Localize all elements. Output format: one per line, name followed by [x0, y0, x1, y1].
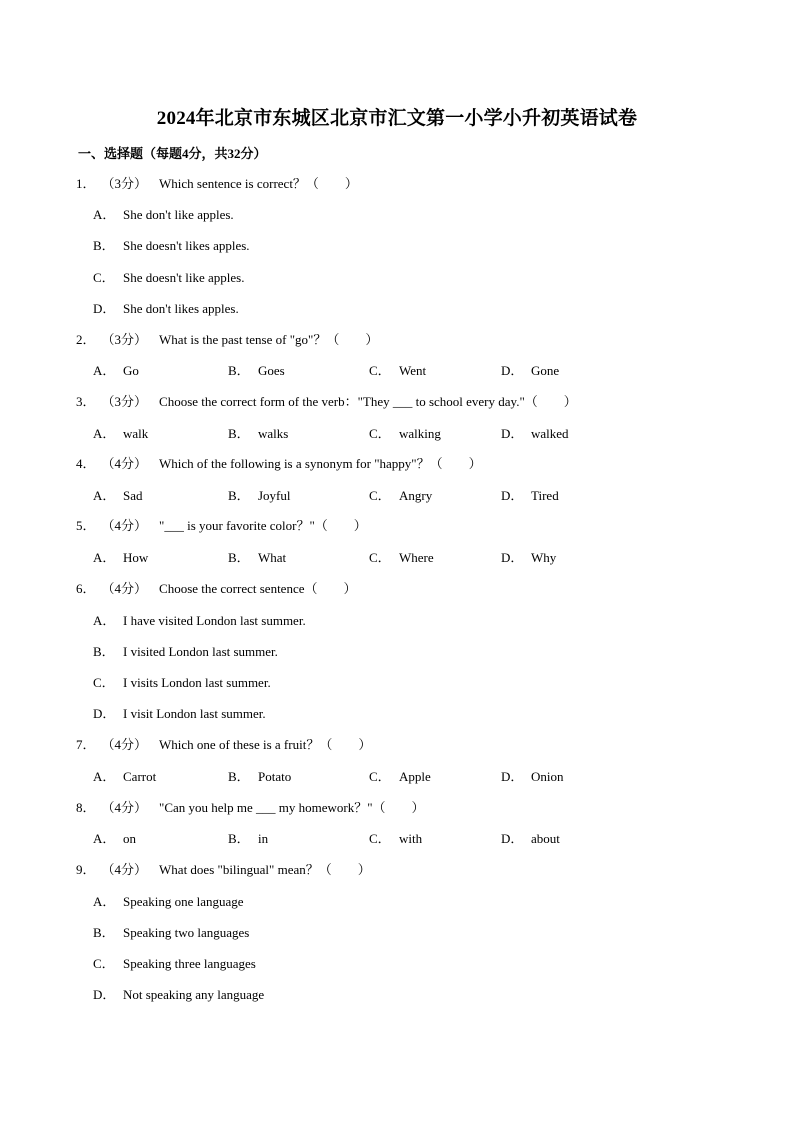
option-letter: C． — [369, 426, 391, 441]
option-letter: B． — [228, 550, 250, 565]
question-2 — [76, 332, 378, 348]
option-text: walks — [258, 426, 289, 441]
option-text: I visits London last summer. — [123, 675, 271, 690]
option-letter: A． — [93, 613, 116, 628]
question-score: （3分） — [101, 394, 148, 409]
option-letter: B． — [228, 831, 250, 846]
question-4 — [76, 456, 482, 472]
option-letter: C． — [369, 550, 391, 565]
option-text: walked — [531, 426, 569, 441]
option-c[interactable] — [369, 426, 441, 442]
question-score: （4分） — [101, 862, 148, 877]
option-text: Onion — [531, 769, 564, 784]
option-text: about — [531, 831, 560, 846]
option-text: Potato — [258, 769, 292, 784]
question-1 — [76, 176, 358, 192]
question-9 — [76, 862, 371, 878]
question-6 — [76, 581, 357, 597]
option-text: Goes — [258, 363, 285, 378]
option-b[interactable] — [228, 769, 291, 785]
option-a[interactable] — [93, 426, 148, 442]
option-letter: A． — [93, 363, 116, 378]
question-5 — [76, 518, 367, 534]
question-8 — [76, 800, 425, 816]
option-text: Tired — [531, 488, 559, 503]
option-letter: A． — [93, 894, 116, 909]
option-a[interactable] — [93, 894, 244, 910]
option-c[interactable] — [93, 270, 245, 286]
option-letter: D． — [501, 550, 524, 565]
option-d[interactable] — [93, 706, 266, 722]
option-text: on — [123, 831, 136, 846]
option-letter: C． — [93, 956, 115, 971]
option-letter: A． — [93, 488, 116, 503]
option-a[interactable] — [93, 769, 156, 785]
option-text: How — [123, 550, 149, 565]
option-d[interactable] — [501, 363, 559, 379]
option-a[interactable] — [93, 613, 306, 629]
option-letter: D． — [501, 769, 524, 784]
option-c[interactable] — [93, 956, 256, 972]
question-text: Which of the following is a synonym for "happy"？（ ） — [159, 456, 482, 471]
question-score: （4分） — [101, 581, 148, 596]
question-score: （3分） — [101, 176, 148, 191]
option-letter: B． — [228, 769, 250, 784]
option-c[interactable] — [369, 363, 426, 379]
option-letter: B． — [93, 925, 115, 940]
option-text: Angry — [399, 488, 433, 503]
option-letter: A． — [93, 769, 116, 784]
option-text: Carrot — [123, 769, 157, 784]
option-text: I have visited London last summer. — [123, 613, 306, 628]
option-text: Go — [123, 363, 139, 378]
option-c[interactable] — [369, 831, 422, 847]
option-letter: D． — [93, 706, 116, 721]
question-num: 8． — [76, 800, 96, 815]
option-letter: B． — [228, 363, 250, 378]
question-score: （4分） — [101, 800, 148, 815]
question-text: Which one of these is a fruit？（ ） — [159, 737, 372, 752]
section-heading: 一、选择题（每题4分，共32分） — [78, 146, 267, 161]
option-text: in — [258, 831, 269, 846]
option-text: She don't likes apples. — [123, 301, 239, 316]
question-num: 1． — [76, 176, 96, 191]
question-score: （4分） — [101, 456, 148, 471]
option-letter: D． — [501, 831, 524, 846]
option-b[interactable] — [228, 426, 288, 442]
question-3 — [76, 394, 577, 410]
question-score: （3分） — [101, 332, 148, 347]
option-text: Gone — [531, 363, 560, 378]
option-text: Speaking three languages — [123, 956, 256, 971]
page-title: 2024年北京市东城区北京市汇文第一小学小升初英语试卷 — [156, 108, 638, 129]
question-num: 2． — [76, 332, 96, 347]
option-letter: B． — [228, 426, 250, 441]
option-a[interactable] — [93, 550, 148, 566]
question-num: 9． — [76, 862, 96, 877]
option-letter: A． — [93, 550, 116, 565]
option-b[interactable] — [93, 925, 249, 941]
option-text: She doesn't like apples. — [123, 270, 245, 285]
option-a[interactable] — [93, 363, 139, 379]
option-d[interactable] — [501, 550, 556, 566]
question-text: Choose the correct form of the verb："They ___ to school every day."（ ） — [159, 394, 577, 409]
option-d[interactable] — [501, 426, 569, 442]
option-letter: C． — [369, 363, 391, 378]
option-b[interactable] — [93, 644, 278, 660]
option-text: Why — [531, 550, 557, 565]
option-b[interactable] — [228, 488, 291, 504]
option-a[interactable] — [93, 831, 136, 847]
question-num: 3． — [76, 394, 96, 409]
option-c[interactable] — [369, 769, 431, 785]
question-text: What does "bilingual" mean？（ ） — [159, 862, 371, 877]
question-score: （4分） — [101, 737, 148, 752]
option-d[interactable] — [93, 987, 264, 1003]
option-letter: D． — [93, 987, 116, 1002]
option-letter: C． — [93, 270, 115, 285]
question-text: Choose the correct sentence（ ） — [159, 581, 357, 596]
option-text: I visit London last summer. — [123, 706, 266, 721]
option-d[interactable] — [501, 488, 559, 504]
option-b[interactable] — [93, 238, 250, 254]
option-letter: B． — [93, 644, 115, 659]
option-text: Not speaking any language — [123, 987, 265, 1002]
question-score: （4分） — [101, 518, 148, 533]
question-num: 5． — [76, 518, 96, 533]
option-letter: B． — [93, 238, 115, 253]
option-letter: C． — [369, 488, 391, 503]
option-text: Joyful — [258, 488, 291, 503]
option-text: She doesn't likes apples. — [123, 238, 250, 253]
option-letter: B． — [228, 488, 250, 503]
option-text: I visited London last summer. — [123, 644, 278, 659]
option-text: Sad — [123, 488, 143, 503]
option-letter: A． — [93, 207, 116, 222]
option-b[interactable] — [228, 363, 285, 379]
option-text: Apple — [399, 769, 431, 784]
option-text: Speaking two languages — [123, 925, 250, 940]
option-letter: D． — [501, 488, 524, 503]
option-text: walk — [123, 426, 149, 441]
option-c[interactable] — [93, 675, 271, 691]
option-a[interactable] — [93, 207, 234, 223]
option-b[interactable] — [228, 831, 268, 847]
option-b[interactable] — [228, 550, 286, 566]
option-text: Speaking one language — [123, 894, 244, 909]
option-letter: C． — [369, 769, 391, 784]
option-c[interactable] — [369, 488, 432, 504]
option-letter: D． — [501, 363, 524, 378]
option-letter: D． — [501, 426, 524, 441]
option-text: Where — [399, 550, 434, 565]
question-text: "Can you help me ___ my homework？"（ ） — [159, 800, 425, 815]
option-a[interactable] — [93, 488, 143, 504]
question-7 — [76, 737, 371, 753]
option-letter: A． — [93, 426, 116, 441]
question-text: Which sentence is correct？（ ） — [159, 176, 358, 191]
question-text: What is the past tense of "go"？（ ） — [159, 332, 379, 347]
question-num: 7． — [76, 737, 96, 752]
option-d[interactable] — [501, 769, 564, 785]
option-text: Went — [399, 363, 427, 378]
option-letter: A． — [93, 831, 116, 846]
option-letter: C． — [369, 831, 391, 846]
option-d[interactable] — [93, 301, 239, 317]
option-text: walking — [399, 426, 441, 441]
option-c[interactable] — [369, 550, 434, 566]
option-text: What — [258, 550, 287, 565]
option-letter: D． — [93, 301, 116, 316]
question-text: "___ is your favorite color？"（ ） — [159, 518, 367, 533]
option-text: with — [399, 831, 423, 846]
question-num: 6． — [76, 581, 96, 596]
option-letter: C． — [93, 675, 115, 690]
option-text: She don't like apples. — [123, 207, 234, 222]
option-d[interactable] — [501, 831, 560, 847]
question-num: 4． — [76, 456, 96, 471]
